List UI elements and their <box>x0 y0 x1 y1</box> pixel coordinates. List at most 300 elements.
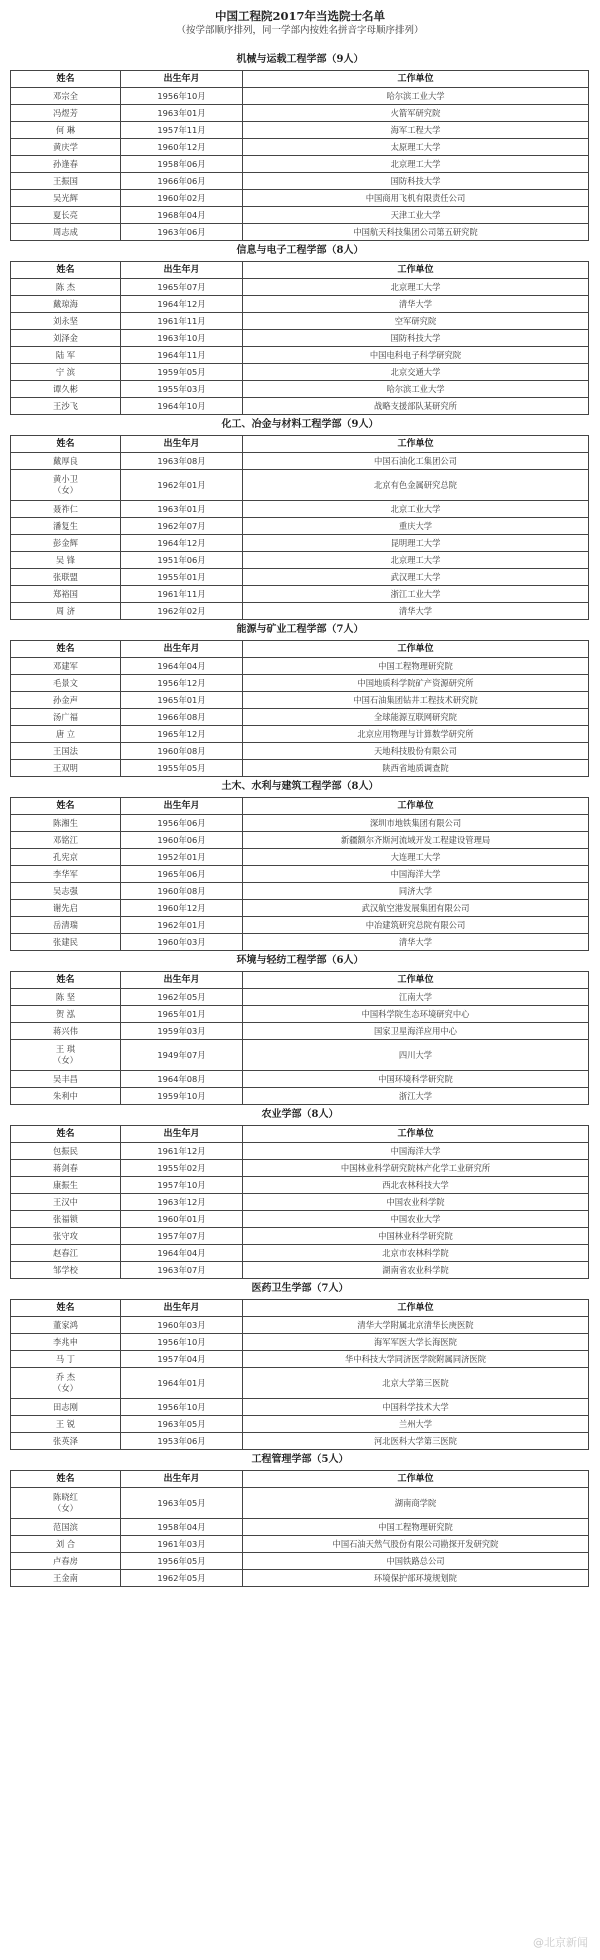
table-row <box>11 122 589 139</box>
table-header-row <box>11 972 589 989</box>
table-row <box>11 675 589 692</box>
member-name: 陈 杰 <box>11 279 121 296</box>
member-name: 吴丰昌 <box>11 1071 121 1088</box>
table-row <box>11 692 589 709</box>
table-row <box>11 88 589 105</box>
table-row <box>11 1228 589 1245</box>
table-row <box>11 1433 589 1450</box>
table-header-row <box>11 798 589 815</box>
section <box>0 951 600 1105</box>
header-birth: 出生年月 <box>121 262 243 279</box>
member-name: 陈 坚 <box>11 989 121 1006</box>
member-work-unit: 北京大学第三医院 <box>243 1368 589 1399</box>
table-row <box>11 1368 589 1399</box>
member-birth-date: 1964年10月 <box>121 398 243 415</box>
member-birth-date: 1958年06月 <box>121 156 243 173</box>
header-name: 姓名 <box>11 71 121 88</box>
member-work-unit: 中国地质科学院矿产资源研究所 <box>243 675 589 692</box>
member-work-unit: 中国环境科学研究院 <box>243 1071 589 1088</box>
member-birth-date: 1961年12月 <box>121 1143 243 1160</box>
member-name: 蒋剑春 <box>11 1160 121 1177</box>
member-table <box>10 640 589 777</box>
member-work-unit: 北京理工大学 <box>243 156 589 173</box>
member-work-unit: 中国林业科学研究院林产化学工业研究所 <box>243 1160 589 1177</box>
member-work-unit: 全球能源互联网研究院 <box>243 709 589 726</box>
table-row <box>11 313 589 330</box>
table-row <box>11 552 589 569</box>
member-name: 王沙飞 <box>11 398 121 415</box>
table-header-row <box>11 1471 589 1488</box>
member-birth-date: 1955年03月 <box>121 381 243 398</box>
header-unit: 工作单位 <box>243 71 589 88</box>
table-row <box>11 917 589 934</box>
table-row <box>11 1334 589 1351</box>
member-name-line: 乔 杰 <box>55 1372 76 1382</box>
member-birth-date: 1960年01月 <box>121 1211 243 1228</box>
member-name: 王振国 <box>11 173 121 190</box>
member-name: 李兆申 <box>11 1334 121 1351</box>
member-name: 包振民 <box>11 1143 121 1160</box>
member-work-unit: 哈尔滨工业大学 <box>243 381 589 398</box>
member-work-unit: 深圳市地铁集团有限公司 <box>243 815 589 832</box>
member-work-unit: 中国农业大学 <box>243 1211 589 1228</box>
member-work-unit: 昆明理工大学 <box>243 535 589 552</box>
member-name: 谭久彬 <box>11 381 121 398</box>
member-name: 何 琳 <box>11 122 121 139</box>
member-birth-date: 1964年12月 <box>121 535 243 552</box>
header-unit: 工作单位 <box>243 972 589 989</box>
member-work-unit: 北京有色金属研究总院 <box>243 470 589 501</box>
member-name: 邓宗全 <box>11 88 121 105</box>
member-birth-date: 1965年01月 <box>121 692 243 709</box>
member-work-unit: 中国铁路总公司 <box>243 1553 589 1570</box>
table-row <box>11 1536 589 1553</box>
member-work-unit: 空军研究院 <box>243 313 589 330</box>
member-birth-date: 1961年11月 <box>121 586 243 603</box>
member-birth-date: 1957年11月 <box>121 122 243 139</box>
member-work-unit: 中国电科电子科学研究院 <box>243 347 589 364</box>
table-row <box>11 934 589 951</box>
member-birth-date: 1962年01月 <box>121 470 243 501</box>
member-birth-date: 1964年12月 <box>121 296 243 313</box>
table-row <box>11 849 589 866</box>
member-name: 陆 军 <box>11 347 121 364</box>
member-birth-date: 1968年04月 <box>121 207 243 224</box>
member-name: 张联盟 <box>11 569 121 586</box>
member-birth-date: 1957年07月 <box>121 1228 243 1245</box>
table-row <box>11 1194 589 1211</box>
member-table <box>10 797 589 951</box>
member-name: 周志成 <box>11 224 121 241</box>
sections-container <box>0 50 600 1587</box>
member-work-unit: 清华大学 <box>243 934 589 951</box>
section <box>0 620 600 777</box>
table-row <box>11 105 589 122</box>
member-birth-date: 1962年07月 <box>121 518 243 535</box>
member-table <box>10 1299 589 1450</box>
table-row <box>11 296 589 313</box>
header-unit: 工作单位 <box>243 1300 589 1317</box>
member-birth-date: 1956年10月 <box>121 88 243 105</box>
member-birth-date: 1961年11月 <box>121 313 243 330</box>
member-name <box>11 1488 121 1519</box>
table-row <box>11 1177 589 1194</box>
member-name: 朱利中 <box>11 1088 121 1105</box>
table-row <box>11 1245 589 1262</box>
member-work-unit: 中国工程物理研究院 <box>243 1519 589 1536</box>
member-work-unit: 国防科技大学 <box>243 173 589 190</box>
member-work-unit: 中国石油天然气股份有限公司勘探开发研究院 <box>243 1536 589 1553</box>
table-row <box>11 1006 589 1023</box>
member-work-unit: 中国海洋大学 <box>243 1143 589 1160</box>
member-work-unit: 火箭军研究院 <box>243 105 589 122</box>
member-name: 吴 锋 <box>11 552 121 569</box>
header-name: 姓名 <box>11 1126 121 1143</box>
member-name: 刘 合 <box>11 1536 121 1553</box>
table-row <box>11 330 589 347</box>
member-birth-date: 1962年02月 <box>121 603 243 620</box>
section <box>0 50 600 241</box>
table-row <box>11 518 589 535</box>
table-row <box>11 726 589 743</box>
section <box>0 777 600 951</box>
table-row <box>11 989 589 1006</box>
header-name: 姓名 <box>11 641 121 658</box>
table-row <box>11 535 589 552</box>
section <box>0 415 600 620</box>
section-title: 化工、冶金与材料工程学部（9人） <box>221 419 379 430</box>
member-name: 孔宪京 <box>11 849 121 866</box>
table-row <box>11 279 589 296</box>
member-work-unit: 陕西省地质调查院 <box>243 760 589 777</box>
section-title: 工程管理学部（5人） <box>251 1454 349 1465</box>
member-name: 贺 泓 <box>11 1006 121 1023</box>
member-birth-date: 1958年04月 <box>121 1519 243 1536</box>
header-birth: 出生年月 <box>121 436 243 453</box>
member-name: 张建民 <box>11 934 121 951</box>
member-name: 吴志强 <box>11 883 121 900</box>
member-birth-date: 1956年10月 <box>121 1334 243 1351</box>
member-birth-date: 1964年01月 <box>121 1368 243 1399</box>
member-name: 卢春房 <box>11 1553 121 1570</box>
member-work-unit: 天地科技股份有限公司 <box>243 743 589 760</box>
member-name-line: （女） <box>53 1383 78 1393</box>
table-row <box>11 398 589 415</box>
section-title: 土木、水利与建筑工程学部（8人） <box>221 781 379 792</box>
header-name: 姓名 <box>11 972 121 989</box>
member-work-unit: 重庆大学 <box>243 518 589 535</box>
member-work-unit: 浙江大学 <box>243 1088 589 1105</box>
table-row <box>11 1088 589 1105</box>
member-birth-date: 1960年02月 <box>121 190 243 207</box>
table-row <box>11 207 589 224</box>
member-work-unit: 国家卫星海洋应用中心 <box>243 1023 589 1040</box>
member-work-unit: 北京理工大学 <box>243 552 589 569</box>
table-row <box>11 1570 589 1587</box>
member-name-line: （女） <box>53 1055 78 1065</box>
member-birth-date: 1957年04月 <box>121 1351 243 1368</box>
member-work-unit: 湖南商学院 <box>243 1488 589 1519</box>
member-name: 孙逢春 <box>11 156 121 173</box>
member-birth-date: 1960年03月 <box>121 934 243 951</box>
member-birth-date: 1959年10月 <box>121 1088 243 1105</box>
member-work-unit: 中冶建筑研究总院有限公司 <box>243 917 589 934</box>
member-birth-date: 1960年12月 <box>121 139 243 156</box>
member-birth-date: 1966年06月 <box>121 173 243 190</box>
member-birth-date: 1964年04月 <box>121 1245 243 1262</box>
table-row <box>11 1040 589 1071</box>
member-birth-date: 1963年05月 <box>121 1488 243 1519</box>
member-name <box>11 1040 121 1071</box>
member-name: 王国法 <box>11 743 121 760</box>
member-name: 聂祚仁 <box>11 501 121 518</box>
member-work-unit: 清华大学 <box>243 296 589 313</box>
member-work-unit: 中国林业科学研究院 <box>243 1228 589 1245</box>
member-name-line: （女） <box>53 1503 78 1513</box>
table-header-row <box>11 436 589 453</box>
table-row <box>11 1416 589 1433</box>
header-unit: 工作单位 <box>243 436 589 453</box>
member-birth-date: 1961年03月 <box>121 1536 243 1553</box>
member-birth-date: 1963年08月 <box>121 453 243 470</box>
member-name: 邹学校 <box>11 1262 121 1279</box>
member-name-line: （女） <box>53 485 78 495</box>
member-name: 康振生 <box>11 1177 121 1194</box>
member-work-unit: 河北医科大学第三医院 <box>243 1433 589 1450</box>
table-row <box>11 1023 589 1040</box>
member-name-line: 陈晓红 <box>53 1492 78 1502</box>
member-work-unit: 武汉航空港发展集团有限公司 <box>243 900 589 917</box>
member-name: 黄庆学 <box>11 139 121 156</box>
header-name: 姓名 <box>11 262 121 279</box>
member-birth-date: 1957年10月 <box>121 1177 243 1194</box>
member-birth-date: 1955年01月 <box>121 569 243 586</box>
member-name: 戴厚良 <box>11 453 121 470</box>
header-name: 姓名 <box>11 1471 121 1488</box>
member-name: 董家鸿 <box>11 1317 121 1334</box>
member-birth-date: 1963年12月 <box>121 1194 243 1211</box>
table-row <box>11 603 589 620</box>
member-name: 范国滨 <box>11 1519 121 1536</box>
member-birth-date: 1951年06月 <box>121 552 243 569</box>
member-work-unit: 中国石油集团钻井工程技术研究院 <box>243 692 589 709</box>
member-work-unit: 中国海洋大学 <box>243 866 589 883</box>
member-birth-date: 1960年08月 <box>121 743 243 760</box>
table-row <box>11 743 589 760</box>
member-birth-date: 1960年12月 <box>121 900 243 917</box>
member-work-unit: 清华大学附属北京清华长庚医院 <box>243 1317 589 1334</box>
header-birth: 出生年月 <box>121 641 243 658</box>
member-birth-date: 1965年07月 <box>121 279 243 296</box>
table-row <box>11 900 589 917</box>
header-birth: 出生年月 <box>121 1126 243 1143</box>
table-row <box>11 501 589 518</box>
header-birth: 出生年月 <box>121 798 243 815</box>
member-name: 张守攻 <box>11 1228 121 1245</box>
section-title: 机械与运载工程学部（9人） <box>236 54 364 65</box>
member-table <box>10 261 589 415</box>
member-work-unit: 江南大学 <box>243 989 589 1006</box>
member-work-unit: 战略支援部队某研究所 <box>243 398 589 415</box>
member-name: 冯煜芳 <box>11 105 121 122</box>
member-work-unit: 浙江工业大学 <box>243 586 589 603</box>
table-row <box>11 1399 589 1416</box>
member-name: 汤广福 <box>11 709 121 726</box>
member-birth-date: 1962年05月 <box>121 989 243 1006</box>
member-name: 宁 滨 <box>11 364 121 381</box>
table-row <box>11 1262 589 1279</box>
table-row <box>11 1160 589 1177</box>
member-birth-date: 1949年07月 <box>121 1040 243 1071</box>
section-title: 能源与矿业工程学部（7人） <box>236 624 364 635</box>
member-name: 李华军 <box>11 866 121 883</box>
member-work-unit: 湖南省农业科学院 <box>243 1262 589 1279</box>
member-work-unit: 环境保护部环境规划院 <box>243 1570 589 1587</box>
member-work-unit: 北京工业大学 <box>243 501 589 518</box>
member-name: 马 丁 <box>11 1351 121 1368</box>
section <box>0 1279 600 1450</box>
header-birth: 出生年月 <box>121 1300 243 1317</box>
member-work-unit: 武汉理工大学 <box>243 569 589 586</box>
member-work-unit: 兰州大学 <box>243 1416 589 1433</box>
member-birth-date: 1965年06月 <box>121 866 243 883</box>
member-name: 蒋兴伟 <box>11 1023 121 1040</box>
member-name: 孙金声 <box>11 692 121 709</box>
table-row <box>11 470 589 501</box>
member-birth-date: 1964年04月 <box>121 658 243 675</box>
table-row <box>11 364 589 381</box>
table-row <box>11 815 589 832</box>
member-name: 刘泽金 <box>11 330 121 347</box>
member-birth-date: 1963年01月 <box>121 501 243 518</box>
member-table <box>10 1470 589 1587</box>
header-birth: 出生年月 <box>121 71 243 88</box>
table-row <box>11 1488 589 1519</box>
table-header-row <box>11 262 589 279</box>
member-work-unit: 清华大学 <box>243 603 589 620</box>
member-table <box>10 971 589 1105</box>
member-birth-date: 1959年05月 <box>121 364 243 381</box>
table-row <box>11 224 589 241</box>
member-name: 赵春江 <box>11 1245 121 1262</box>
table-row <box>11 1211 589 1228</box>
section <box>0 241 600 415</box>
table-header-row <box>11 71 589 88</box>
table-row <box>11 453 589 470</box>
member-birth-date: 1956年10月 <box>121 1399 243 1416</box>
member-work-unit: 海军工程大学 <box>243 122 589 139</box>
member-name-line: 黄小卫 <box>53 474 78 484</box>
document-subtitle: （按学部顺序排列，同一学部内按姓名拼音字母顺序排列） <box>176 25 424 36</box>
member-name: 岳清瑞 <box>11 917 121 934</box>
table-header-row <box>11 1300 589 1317</box>
member-birth-date: 1963年07月 <box>121 1262 243 1279</box>
member-name: 邓铭江 <box>11 832 121 849</box>
member-birth-date: 1960年06月 <box>121 832 243 849</box>
member-birth-date: 1962年05月 <box>121 1570 243 1587</box>
member-name: 夏长亮 <box>11 207 121 224</box>
section-title: 环境与轻纺工程学部（6人） <box>236 955 364 966</box>
member-work-unit: 大连理工大学 <box>243 849 589 866</box>
table-row <box>11 709 589 726</box>
member-table <box>10 70 589 241</box>
member-work-unit: 同济大学 <box>243 883 589 900</box>
document-title: 中国工程院2017年当选院士名单 <box>214 9 385 23</box>
member-work-unit: 中国商用飞机有限责任公司 <box>243 190 589 207</box>
member-work-unit: 北京交通大学 <box>243 364 589 381</box>
member-name: 王 锐 <box>11 1416 121 1433</box>
member-name: 刘永坚 <box>11 313 121 330</box>
member-birth-date: 1960年08月 <box>121 883 243 900</box>
member-birth-date: 1963年06月 <box>121 224 243 241</box>
header-birth: 出生年月 <box>121 972 243 989</box>
table-row <box>11 190 589 207</box>
table-row <box>11 347 589 364</box>
member-birth-date: 1963年01月 <box>121 105 243 122</box>
table-row <box>11 381 589 398</box>
member-name: 毛景文 <box>11 675 121 692</box>
member-name: 吴光辉 <box>11 190 121 207</box>
table-row <box>11 658 589 675</box>
member-work-unit: 海军军医大学长海医院 <box>243 1334 589 1351</box>
table-row <box>11 1519 589 1536</box>
member-work-unit: 天津工业大学 <box>243 207 589 224</box>
member-name: 潘复生 <box>11 518 121 535</box>
member-name: 彭金辉 <box>11 535 121 552</box>
member-birth-date: 1965年12月 <box>121 726 243 743</box>
table-row <box>11 832 589 849</box>
member-name: 谢先启 <box>11 900 121 917</box>
member-birth-date: 1965年01月 <box>121 1006 243 1023</box>
table-row <box>11 569 589 586</box>
header-name: 姓名 <box>11 436 121 453</box>
member-birth-date: 1960年03月 <box>121 1317 243 1334</box>
table-row <box>11 1143 589 1160</box>
table-row <box>11 866 589 883</box>
member-work-unit: 中国工程物理研究院 <box>243 658 589 675</box>
member-name: 郑裕国 <box>11 586 121 603</box>
member-birth-date: 1956年12月 <box>121 675 243 692</box>
header-birth: 出生年月 <box>121 1471 243 1488</box>
section-title: 信息与电子工程学部（8人） <box>236 245 364 256</box>
table-row <box>11 139 589 156</box>
member-name: 陈湘生 <box>11 815 121 832</box>
member-work-unit: 北京应用物理与计算数学研究所 <box>243 726 589 743</box>
member-birth-date: 1953年06月 <box>121 1433 243 1450</box>
member-name: 张英泽 <box>11 1433 121 1450</box>
member-birth-date: 1955年05月 <box>121 760 243 777</box>
member-birth-date: 1964年08月 <box>121 1071 243 1088</box>
member-name: 张福锁 <box>11 1211 121 1228</box>
member-birth-date: 1962年01月 <box>121 917 243 934</box>
member-name: 戴琼海 <box>11 296 121 313</box>
member-name: 王汉中 <box>11 1194 121 1211</box>
header-unit: 工作单位 <box>243 1126 589 1143</box>
table-row <box>11 173 589 190</box>
table-row <box>11 760 589 777</box>
member-work-unit: 四川大学 <box>243 1040 589 1071</box>
member-birth-date: 1952年01月 <box>121 849 243 866</box>
member-name <box>11 1368 121 1399</box>
table-header-row <box>11 641 589 658</box>
member-table <box>10 435 589 620</box>
table-row <box>11 586 589 603</box>
member-work-unit: 北京市农林科学院 <box>243 1245 589 1262</box>
member-work-unit: 北京理工大学 <box>243 279 589 296</box>
member-name: 邓建军 <box>11 658 121 675</box>
section-title: 农业学部（8人） <box>261 1109 339 1120</box>
member-name-line: 王 琪 <box>55 1044 76 1054</box>
